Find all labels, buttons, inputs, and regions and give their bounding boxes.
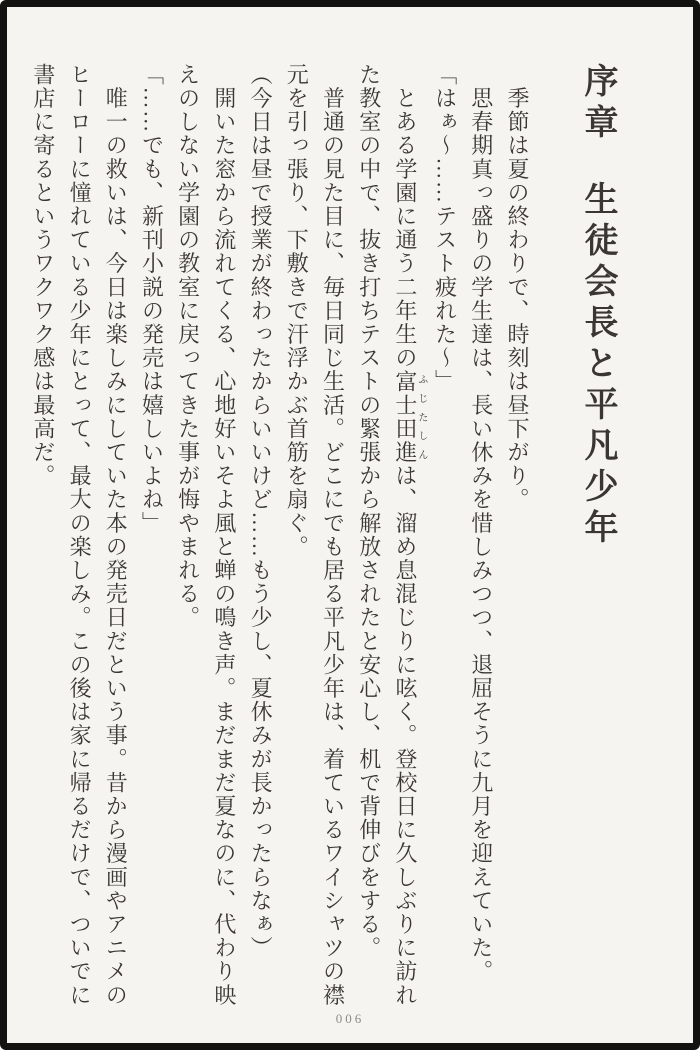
text-column: ヒーローに憧れている少年にとって、最大の楽しみ。この後は家に帰るだけで、ついでに <box>67 63 93 1007</box>
text-column: 思春期真っ盛りの学生達は、長い休みを惜しみつつ、退屈そうに九月を迎えていた。 <box>468 63 494 984</box>
body-text <box>25 63 535 1015</box>
text-column: た教室の中で、抜き打ちテストの緊張から解放されたと安心し、机で背伸びをする。 <box>356 63 382 960</box>
text-column: 唯一の救いは、今日は楽しみにしていた本の発売日だという事。昔から漫画やアニメの <box>103 63 129 1007</box>
text-column: 元を引っ張り、下敷きで汗浮かぶ首筋を扇ぐ。 <box>284 63 310 559</box>
text-column: （今日は昼で授業が終わったからいいけど……もう少し、夏休みが長かったらなぁ） <box>248 63 274 960</box>
text-column: 「……でも、新刊小説の発売は嬉しいよね」 <box>139 63 165 535</box>
text-column: えのしない学園の教室に戻ってきた事が悔やまれる。 <box>175 63 201 630</box>
chapter-name: 生徒会長と平凡少年 <box>579 181 616 550</box>
chapter-prefix: 序章 <box>579 63 616 145</box>
chapter-title <box>573 63 621 1015</box>
text-column: 「はぁ～……テスト疲れた～」 <box>432 63 458 394</box>
text-column: とある学園に通う二年生の富士田進ふじたしんは、溜め息混じりに呟く。登校日に久しぶりに訪れ <box>392 63 427 1008</box>
text-column: 普通の見た目に、毎日同じ生活。どこにでも居る平凡少年は、着ているワイシャツの襟 <box>320 63 346 1007</box>
page-sheet <box>7 7 693 1043</box>
page-content <box>25 63 621 1015</box>
text-column: 書店に寄るというワクワク感は最高だ。 <box>30 63 56 488</box>
text-column: 季節は夏の終わりで、時刻は昼下がり。 <box>505 63 530 512</box>
page-number: 006 <box>335 1011 365 1026</box>
furigana-ruby: 富士田進ふじたしん <box>392 369 427 465</box>
text-column: 開いた窓から流れてくる、心地好いそよ風と蝉の鳴き声。まだまだ夏なのに、代わり映 <box>211 63 237 1007</box>
